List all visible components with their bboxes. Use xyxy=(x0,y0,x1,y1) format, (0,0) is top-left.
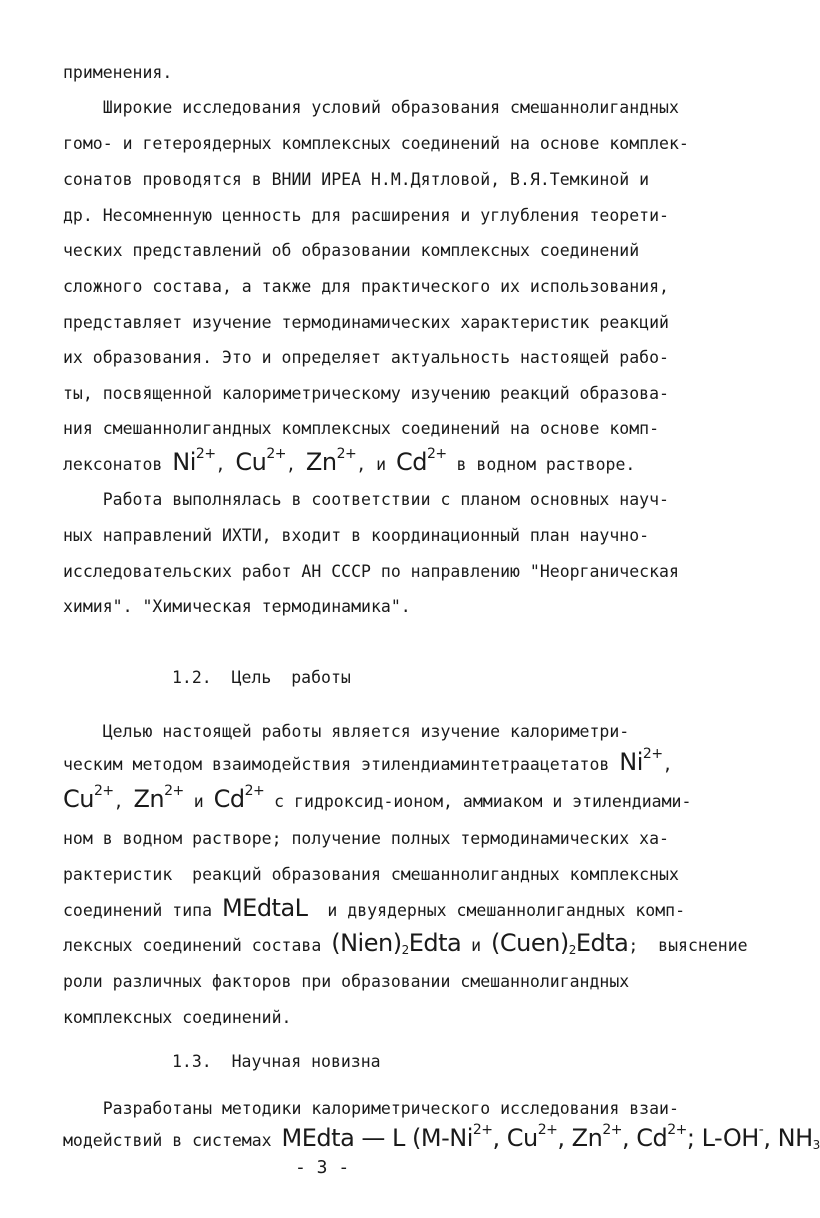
text-line: Работа выполнялась в соответствии с планом основных науч- xyxy=(63,490,669,509)
text-line: Целью настоящей работы является изучение калориметри- xyxy=(63,722,630,741)
text-line-formula: лексных соединений состава $(Nien)_2Edta$ и $(Cuen)_2Edta$; выяснение xyxy=(63,929,748,957)
text-line-ions: $Cu^{2+}$, $Zn^{2+}$ и $Cd^{2+}$ с гидроксид-ионом, аммиаком и этилендиами- xyxy=(63,783,692,813)
formula-nien-edta: $(Nien)_2Edta$ xyxy=(331,929,462,957)
text-line: комплексных соединений. xyxy=(63,1008,292,1027)
section-heading: 1.2. Цель работы xyxy=(172,668,351,687)
text-line: ты, посвященной калориметрическому изучению реакций образова- xyxy=(63,384,669,403)
text-line: гомо- и гетероядерных комплексных соединений на основе комплек- xyxy=(63,134,689,153)
formula-systems: MEdta — L ($M-Ni^{2+}$, $Cu^{2+}$, $Zn^{2+}$, $Cd^{2+}$; L-OH-, $NH_3$ xyxy=(281,1122,820,1152)
page-number: - 3 - xyxy=(295,1157,350,1178)
text-line: Широкие исследования условий образования смешаннолигандных xyxy=(63,98,679,117)
text-line: ном в водном растворе; получение полных термодинамических ха- xyxy=(63,829,669,848)
text-line: химия". "Химическая термодинамика". xyxy=(63,597,411,616)
section-heading: 1.3. Научная новизна xyxy=(172,1052,381,1071)
formula-medtal: MEdtaL xyxy=(221,894,308,922)
text-line: Разработаны методики калориметрического исследования взаи- xyxy=(63,1099,679,1118)
formula-cuen-edta: $(Cuen)_2Edta$ xyxy=(491,929,629,957)
cadmium-ion: $Cd^{2+}$ xyxy=(395,446,447,476)
copper-ion: $Cu^{2+}$ xyxy=(63,783,114,813)
text-line: применения. xyxy=(63,63,173,82)
cadmium-ion: $Cd^{2+}$ xyxy=(213,783,265,813)
text-line: др. Несомненную ценность для расширения и углубления теорети- xyxy=(63,206,669,225)
text-line: роли различных факторов при образовании смешаннолигандных xyxy=(63,972,630,991)
text-line-edta: ческим методом взаимодействия этилендиаминтетраацетатов $Ni^{2+}$, xyxy=(63,746,673,776)
text-line: их образования. Это и определяет актуальность настоящей рабо- xyxy=(63,348,669,367)
text-line: представляет изучение термодинамических характеристик реакций xyxy=(63,313,669,332)
nickel-ion: $Ni^{2+}$ xyxy=(172,446,216,476)
text-line-systems: модействий в системах MEdta — L ($M-Ni^{2+}$, $Cu^{2+}$, $Zn^{2+}$, $Cd^{2+}$; L-OH-, $NH_3$ xyxy=(63,1122,820,1152)
text-line: ных направлений ИХТИ, входит в координационный план научно- xyxy=(63,526,650,545)
text-line: ния смешаннолигандных комплексных соединений на основе комп- xyxy=(63,419,660,438)
text-line: исследовательских работ АН СССР по направлению "Неорганическая xyxy=(63,562,679,581)
text-line: ческих представлений об образовании комплексных соединений xyxy=(63,241,640,260)
text-line-metals: лексонатов $Ni^{2+}$, $Cu^{2+}$, $Zn^{2+}$, и $Cd^{2+}$ в водном растворе. xyxy=(63,446,636,476)
copper-ion: $Cu^{2+}$ xyxy=(235,446,287,476)
zinc-ion: $Zn^{2+}$ xyxy=(305,446,357,476)
nickel-ion: $Ni^{2+}$ xyxy=(619,746,663,776)
text-line-formula: соединений типа MEdtaL и двуядерных смешаннолигандных комп- xyxy=(63,894,686,922)
text-line: сложного состава, а также для практического их использования, xyxy=(63,277,669,296)
zinc-ion: $Zn^{2+}$ xyxy=(133,783,184,813)
text-line: рактеристик реакций образования смешаннолигандных комплексных xyxy=(63,865,679,884)
text-line: сонатов проводятся в ВНИИ ИРЕА Н.М.Дятловой, В.Я.Темкиной и xyxy=(63,170,650,189)
